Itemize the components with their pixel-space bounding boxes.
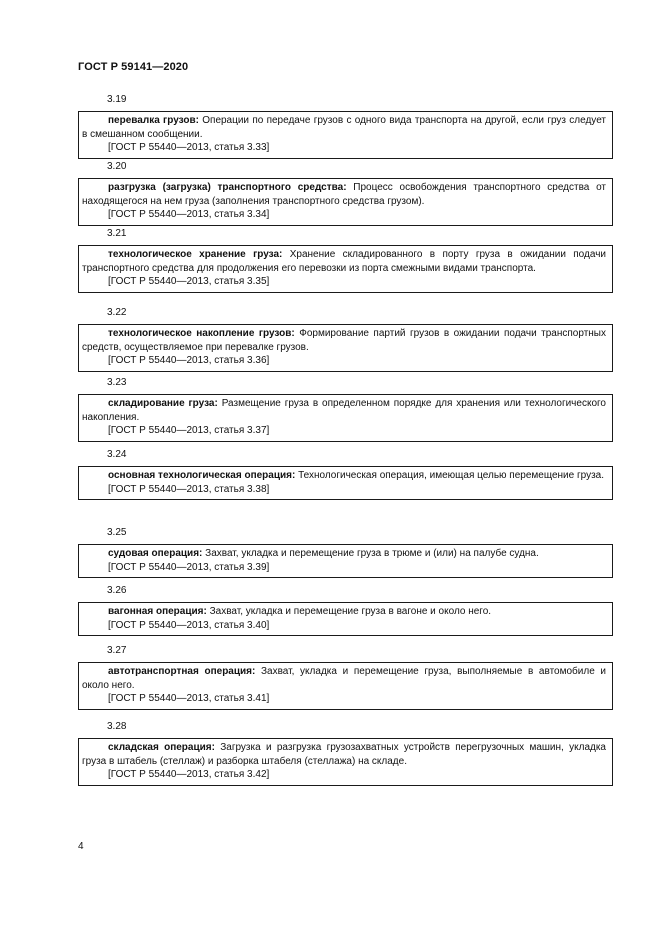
term-box	[78, 544, 613, 578]
term-number: 3.28	[107, 721, 127, 732]
term-definition-paragraph	[82, 605, 606, 619]
terms-list	[78, 92, 613, 789]
term-box	[78, 394, 613, 442]
term-entry-3-26	[78, 583, 613, 643]
term-box	[78, 662, 613, 710]
term-name: технологическое хранение груза:	[108, 249, 283, 260]
term-number: 3.19	[107, 94, 127, 105]
term-entry-3-27	[78, 643, 613, 719]
term-reference: [ГОСТ Р 55440—2013, статья 3.33]	[108, 142, 270, 153]
term-name: автотранспортная операция:	[108, 666, 256, 677]
term-entry-3-24	[78, 447, 613, 525]
term-definition-paragraph	[82, 397, 606, 424]
term-reference: [ГОСТ Р 55440—2013, статья 3.42]	[108, 769, 270, 780]
page-number: 4	[78, 841, 84, 852]
term-entry-3-21	[78, 226, 613, 305]
term-box	[78, 245, 613, 293]
term-definition-paragraph	[82, 248, 606, 275]
term-definition: Хранение складированного в порту груза в ожидании подачи транспортного средства для продолжения его перевозки из порта смежными видами транспорта.	[82, 249, 606, 274]
term-reference: [ГОСТ Р 55440—2013, статья 3.37]	[108, 425, 270, 436]
term-box	[78, 466, 613, 500]
term-box	[78, 738, 613, 786]
term-definition-paragraph	[82, 665, 606, 692]
term-box	[78, 324, 613, 372]
term-definition-paragraph	[82, 469, 606, 483]
term-reference: [ГОСТ Р 55440—2013, статья 3.41]	[108, 693, 270, 704]
term-name: судовая операция:	[108, 548, 203, 559]
term-reference: [ГОСТ Р 55440—2013, статья 3.38]	[108, 483, 270, 495]
term-reference: [ГОСТ Р 55440—2013, статья 3.34]	[108, 209, 270, 220]
term-name: технологическое накопление грузов:	[108, 328, 295, 339]
term-entry-3-28	[78, 719, 613, 789]
term-reference: [ГОСТ Р 55440—2013, статья 3.35]	[108, 276, 270, 287]
term-entry-3-22	[78, 305, 613, 375]
term-definition-paragraph	[82, 547, 606, 561]
term-name: складирование груза:	[108, 398, 218, 409]
term-box	[78, 178, 613, 226]
term-definition: Захват, укладка и перемещение груза в вагоне и около него.	[206, 606, 492, 617]
term-box	[78, 111, 613, 159]
term-entry-3-20	[78, 159, 613, 226]
term-number: 3.22	[107, 307, 127, 318]
term-reference: [ГОСТ Р 55440—2013, статья 3.40]	[108, 619, 270, 631]
term-definition: Загрузка и разгрузка грузозахватных устройств перегрузочных машин, укладка груза в штабель (стеллаж) и разборка штабеля (стеллажа) на складе.	[82, 742, 606, 767]
term-name: складская операция:	[108, 742, 215, 753]
term-number: 3.26	[107, 585, 127, 596]
term-name: вагонная операция:	[108, 606, 207, 617]
term-definition-paragraph	[82, 114, 606, 141]
term-name: разгрузка (загрузка) транспортного средства:	[108, 182, 347, 193]
term-number: 3.20	[107, 161, 127, 172]
term-definition: Формирование партий грузов в ожидании подачи транспортных средств, осуществляемое при перевалке грузов.	[82, 328, 606, 353]
term-entry-3-19	[78, 92, 613, 159]
term-definition-paragraph	[82, 741, 606, 768]
term-number: 3.24	[107, 449, 127, 460]
term-name: основная технологическая операция:	[108, 470, 296, 481]
term-definition: Технологическая операция, имеющая целью перемещение груза.	[295, 470, 604, 481]
term-definition: Захват, укладка и перемещение груза, выполняемые в автомобиле и около него.	[82, 666, 606, 691]
term-number: 3.25	[107, 527, 127, 538]
term-number: 3.27	[107, 645, 127, 656]
document-header: ГОСТ Р 59141—2020	[78, 61, 189, 73]
term-reference: [ГОСТ Р 55440—2013, статья 3.39]	[108, 561, 270, 573]
term-definition: Операции по передаче грузов с одного вида транспорта на другой, если груз следует в смешанном сообщении.	[82, 115, 606, 140]
term-definition-paragraph	[82, 327, 606, 354]
term-name: перевалка грузов:	[108, 115, 199, 126]
term-entry-3-25	[78, 525, 613, 583]
term-entry-3-23	[78, 375, 613, 447]
term-definition-paragraph	[82, 181, 606, 208]
term-box	[78, 602, 613, 636]
term-reference: [ГОСТ Р 55440—2013, статья 3.36]	[108, 355, 270, 366]
term-number: 3.21	[107, 228, 127, 239]
term-definition: Процесс освобождения транспортного средства от находящегося на нем груза (заполнения транспортного средства грузом).	[82, 182, 607, 207]
term-definition: Размещение груза в определенном порядке для хранения или технологического накопления.	[82, 398, 606, 423]
term-definition: Захват, укладка и перемещение груза в трюме и (или) на палубе судна.	[202, 548, 539, 559]
term-number: 3.23	[107, 377, 127, 388]
